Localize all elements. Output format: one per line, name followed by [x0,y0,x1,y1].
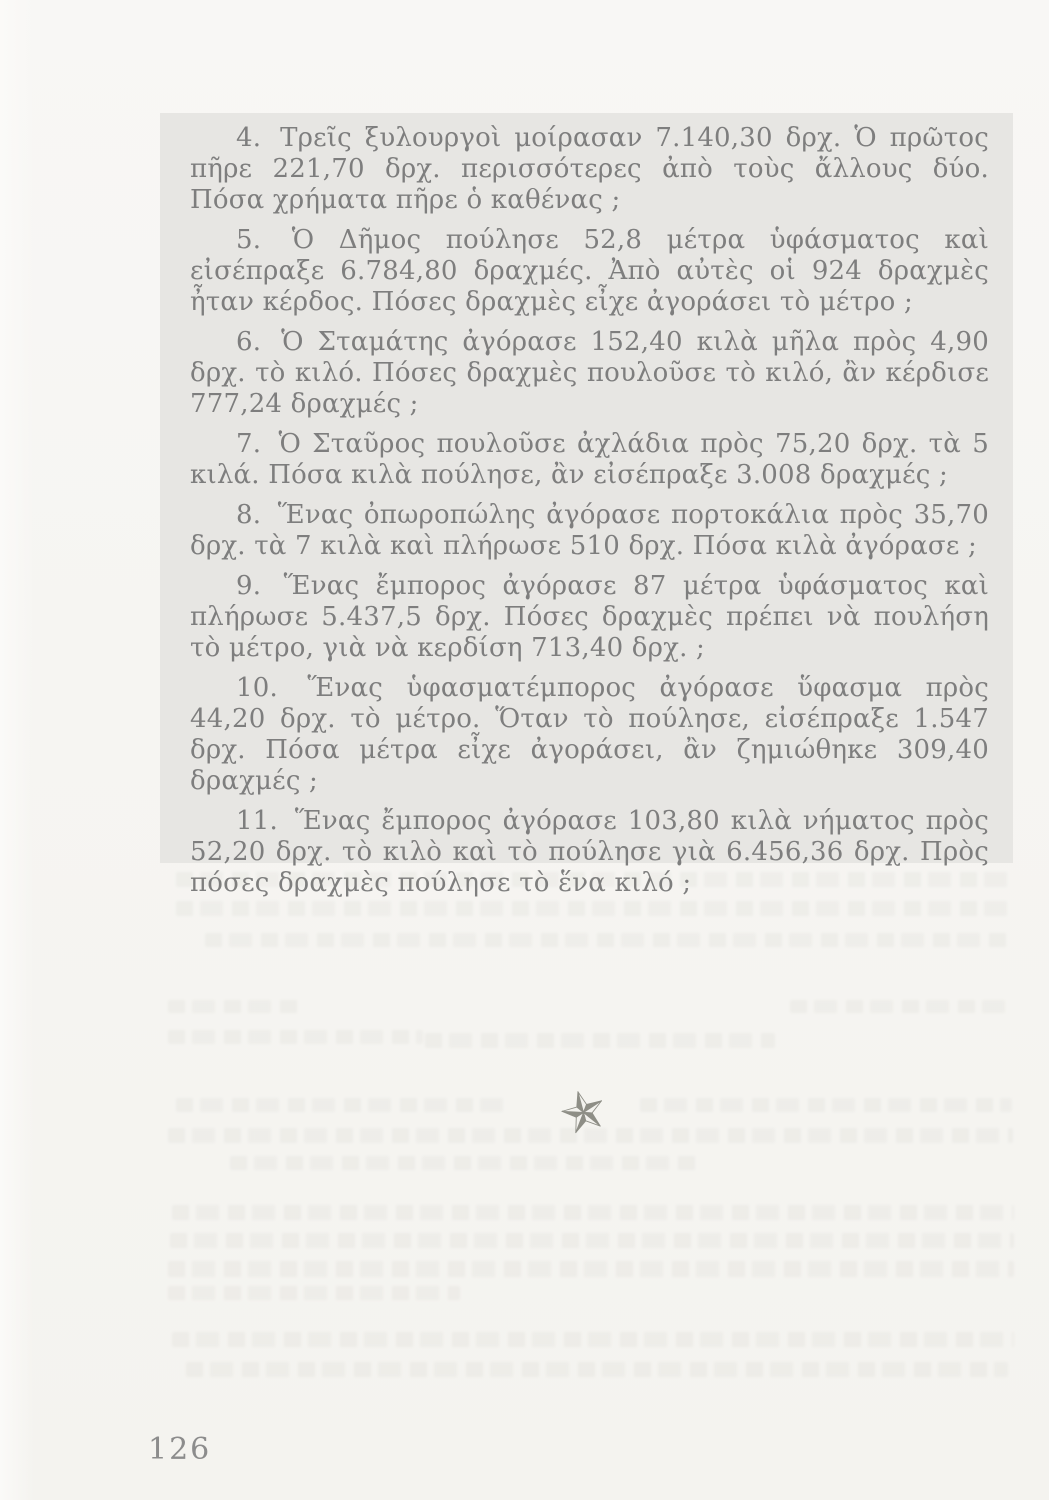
problem-text: Ὁ Σταῦρος πουλοῦσε ἀχλάδια πρὸς 75,20 δρχ. τὰ 5 κιλά. Πόσα κιλὰ πούλησε, ἂν εἰσέπραξε 3.008 δραχμές ; [190,429,989,490]
problem-number: 11. [236,806,278,836]
problem-number: 8. [236,500,262,530]
problem-text: Ὁ Δῆμος πούλησε 52,8 μέτρα ὑφάσματος καὶ εἰσέπραξε 6.784,80 δραχμές. Ἀπὸ αὐτὲς οἱ 924 δραχμὲς ἦταν κέρδος. Πόσες δραχμὲς εἶχε ἀγοράσει τὸ μέτρο ; [190,225,989,317]
bleedthrough-line [186,1362,1008,1377]
bleedthrough-line [176,901,1016,916]
problem-number: 5. [236,225,262,255]
problem-text: Ἕνας ὀπωροπώλης ἀγόρασε πορτοκάλια πρὸς 35,70 δρχ. τὰ 7 κιλὰ καὶ πλήρωσε 510 δρχ. Πόσα κιλὰ ἀγόρασε ; [190,500,989,561]
problem-item-10 [190,673,989,797]
problem-text: Ἕνας ἔμπορος ἀγόρασε 103,80 κιλὰ νήματος πρὸς 52,20 δρχ. τὸ κιλὸ καὶ τὸ πούλησε γιὰ 6.456,36 δρχ. Πρὸς πόσες δραχμὲς πούλησε τὸ ἕνα κιλό ; [190,806,990,898]
problem-number: 6. [236,327,262,357]
problem-text: Ἕνας ὑφασματέμπορος ἀγόρασε ὕφασμα πρὸς 44,20 δρχ. τὸ μέτρο. Ὅταν τὸ πούλησε, εἰσέπραξε 1.547 δρχ. Πόσα μέτρα εἶχε ἀγοράσει, ἂν ζημιώθηκε 309,40 δραχμές ; [190,673,990,796]
bleedthrough-line [790,1000,1012,1013]
bleedthrough-line [170,1233,1014,1248]
problem-item-5 [190,225,989,318]
bleedthrough-line [205,933,1010,947]
bleedthrough-line [176,1098,506,1112]
problem-number: 9. [236,571,262,601]
bleedthrough-line [168,1030,423,1044]
problem-item-4 [190,123,989,216]
bleedthrough-line [230,1156,700,1170]
problem-number: 7. [236,429,262,459]
problem-item-9 [190,571,989,664]
bleedthrough-line [168,1000,298,1013]
problem-item-6 [190,327,989,420]
bleedthrough-line [168,1261,1014,1277]
bleedthrough-line [172,1332,1014,1347]
bleedthrough-line [168,1286,460,1300]
bleedthrough-line [640,1098,1012,1112]
page-number: 126 [148,1432,212,1467]
problem-text: Τρεῖς ξυλουργοὶ μοίρασαν 7.140,30 δρχ. Ὁ πρῶτος πῆρε 221,70 δρχ. περισσότερες ἀπὸ τοὺς ἄλλους δύο. Πόσα χρήματα πῆρε ὁ καθένας ; [190,123,990,215]
star-divider-icon [560,1089,607,1136]
problems-section [160,113,1013,898]
bleedthrough-line [425,1033,775,1048]
problem-number: 10. [236,673,278,703]
bleedthrough-line [176,872,1014,887]
problem-item-8 [190,500,989,562]
problem-text: Ὁ Σταμάτης ἀγόρασε 152,40 κιλὰ μῆλα πρὸς 4,90 δρχ. τὸ κιλό. Πόσες δραχμὲς πουλοῦσε τὸ κιλό, ἂν κέρδισε 777,24 δραχμές ; [190,327,989,419]
page-left-margin [0,0,34,1500]
problem-number: 4. [236,123,262,153]
problem-item-7 [190,429,989,491]
problem-text: Ἕνας ἔμπορος ἀγόρασε 87 μέτρα ὑφάσματος καὶ πλήρωσε 5.437,5 δρχ. Πόσες δραχμὲς πρέπει νὰ πουλήση τὸ μέτρο, γιὰ νὰ κερδίση 713,40 δρχ. ; [190,571,989,663]
bleedthrough-line [172,1205,1014,1220]
